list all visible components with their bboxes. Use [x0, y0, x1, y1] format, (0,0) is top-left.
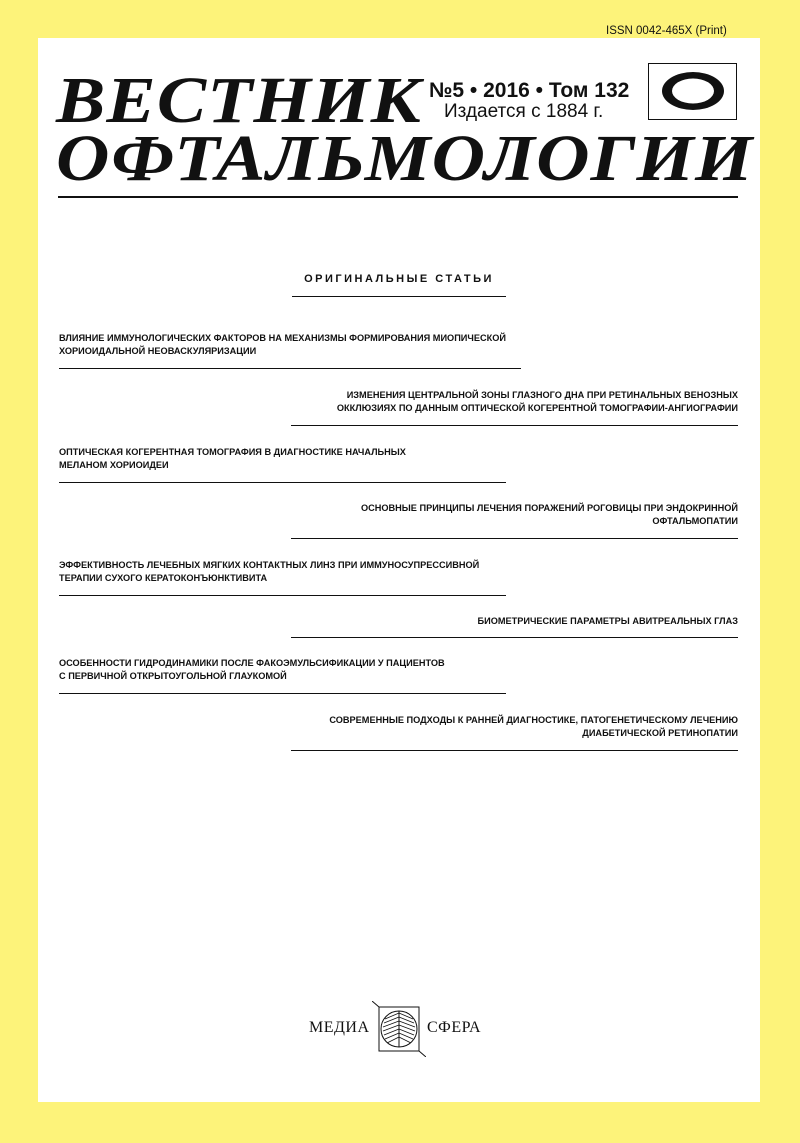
- globe-book-icon: [372, 1001, 426, 1057]
- article-rule: [59, 693, 506, 694]
- article-title-line1: ИЗМЕНЕНИЯ ЦЕНТРАЛЬНОЙ ЗОНЫ ГЛАЗНОГО ДНА ПРИ РЕТИНАЛЬНЫХ ВЕНОЗНЫХ: [346, 390, 738, 400]
- eye-icon: [649, 64, 738, 121]
- article-title-line1: ОПТИЧЕСКАЯ КОГЕРЕНТНАЯ ТОМОГРАФИЯ В ДИАГНОСТИКЕ НАЧАЛЬНЫХ: [59, 447, 406, 457]
- journal-title-line1: ВЕСТНИК: [56, 64, 423, 137]
- journal-title-line2: ОФТАЛЬМОЛОГИИ: [56, 122, 754, 195]
- article-item[interactable]: [59, 657, 519, 683]
- article-title-line2: ДИАБЕТИЧЕСКОЙ РЕТИНОПАТИИ: [582, 728, 738, 738]
- article-title-line2: ТЕРАПИИ СУХОГО КЕРАТОКОНЪЮНКТИВИТА: [59, 573, 268, 583]
- article-title-line1: ОСНОВНЫЕ ПРИНЦИПЫ ЛЕЧЕНИЯ ПОРАЖЕНИЙ РОГОВИЦЫ ПРИ ЭНДОКРИННОЙ: [360, 503, 738, 513]
- article-rule: [291, 538, 738, 539]
- issn-print: ISSN 0042-465X (Print): [606, 25, 727, 37]
- since-info: Издается с 1884 г.: [444, 101, 604, 122]
- article-rule: [59, 368, 521, 369]
- article-item[interactable]: [278, 502, 738, 528]
- article-title-line1: ВЛИЯНИЕ ИММУНОЛОГИЧЕСКИХ ФАКТОРОВ НА МЕХАНИЗМЫ ФОРМИРОВАНИЯ МИОПИЧЕСКОЙ: [59, 333, 506, 343]
- journal-logo: [648, 63, 737, 120]
- header-rule: [58, 196, 738, 198]
- issue-info: №5 • 2016 • Том 132: [429, 79, 630, 102]
- article-rule: [59, 482, 506, 483]
- article-title-line1: ОСОБЕННОСТИ ГИДРОДИНАМИКИ ПОСЛЕ ФАКОЭМУЛЬСИФИКАЦИИ У ПАЦИЕНТОВ: [59, 658, 445, 668]
- cover-page: [38, 38, 760, 1102]
- article-title-line1: БИОМЕТРИЧЕСКИЕ ПАРАМЕТРЫ АВИТРЕАЛЬНЫХ ГЛАЗ: [477, 616, 738, 626]
- article-item[interactable]: [59, 559, 529, 585]
- article-rule: [59, 595, 506, 596]
- article-title-line1: СОВРЕМЕННЫЕ ПОДХОДЫ К РАННЕЙ ДИАГНОСТИКЕ, ПАТОГЕНЕТИЧЕСКОМУ ЛЕЧЕНИЮ: [329, 715, 738, 725]
- article-rule: [291, 425, 738, 426]
- article-title-line2: ОФТАЛЬМОПАТИИ: [652, 516, 738, 526]
- article-item[interactable]: [59, 446, 519, 472]
- article-title-line2: МЕЛАНОМ ХОРИОИДЕИ: [59, 460, 169, 470]
- article-item[interactable]: [59, 332, 559, 358]
- article-item[interactable]: [278, 714, 738, 740]
- article-rule: [291, 750, 738, 751]
- publisher-name-right: СФЕРА: [427, 1019, 481, 1036]
- article-rule: [291, 637, 738, 638]
- article-item[interactable]: [278, 615, 738, 628]
- section-rule: [292, 296, 506, 297]
- article-title-line1: ЭФФЕКТИВНОСТЬ ЛЕЧЕБНЫХ МЯГКИХ КОНТАКТНЫХ ЛИНЗ ПРИ ИММУНОСУПРЕССИВНОЙ: [59, 560, 480, 570]
- section-title: ОРИГИНАЛЬНЫЕ СТАТЬИ: [304, 273, 494, 285]
- article-title-line2: ХОРИОИДАЛЬНОЙ НЕОВАСКУЛЯРИЗАЦИИ: [59, 346, 257, 356]
- publisher-logo: [308, 1001, 488, 1057]
- publisher-name-left: МЕДИА: [309, 1019, 370, 1036]
- article-item[interactable]: [278, 389, 738, 415]
- article-title-line2: ОККЛЮЗИЯХ ПО ДАННЫМ ОПТИЧЕСКОЙ КОГЕРЕНТНОЙ ТОМОГРАФИИ-АНГИОГРАФИИ: [336, 403, 738, 413]
- article-title-line2: С ПЕРВИЧНОЙ ОТКРЫТОУГОЛЬНОЙ ГЛАУКОМОЙ: [59, 671, 287, 681]
